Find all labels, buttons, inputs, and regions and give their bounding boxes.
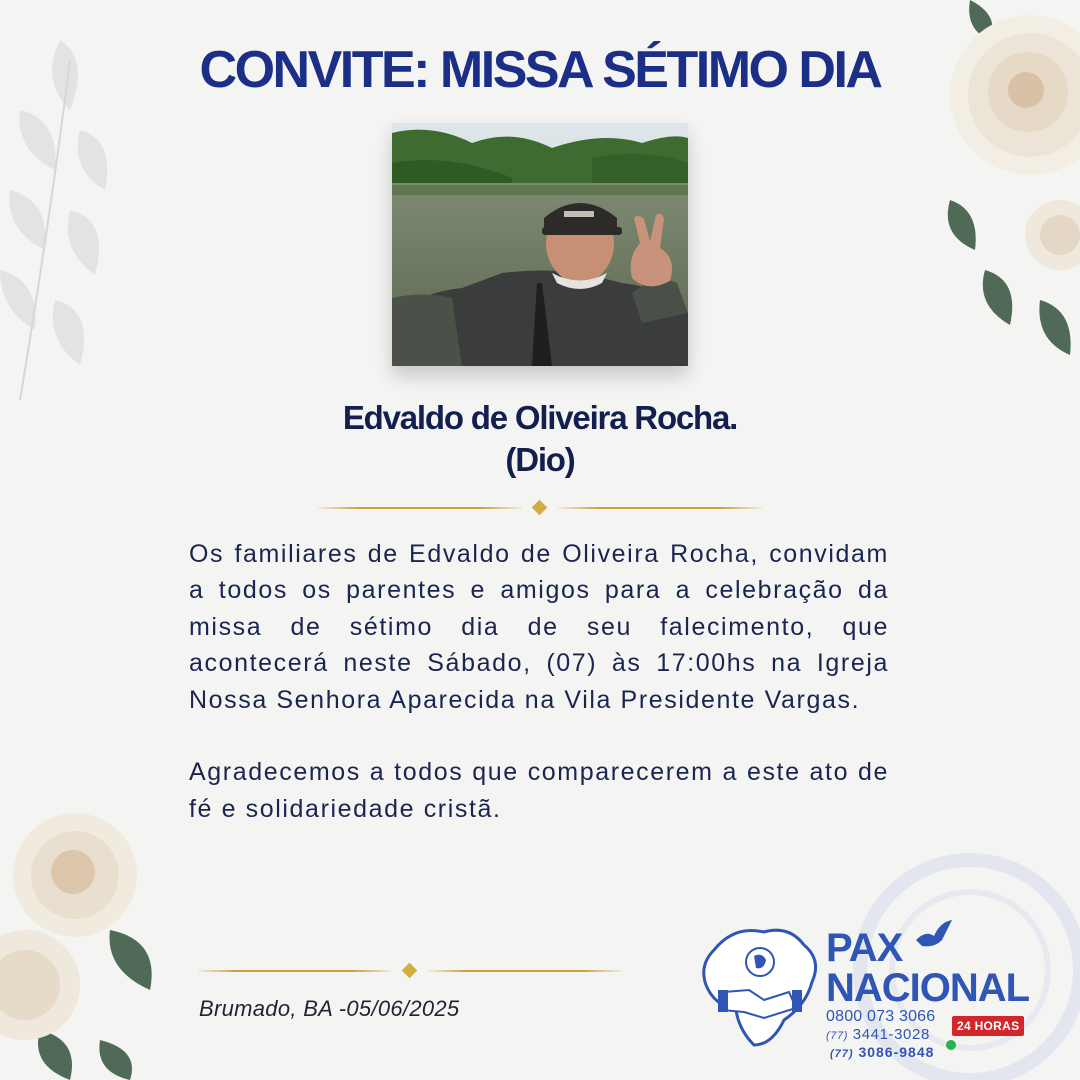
phone-area-code: (77) (830, 1048, 854, 1060)
brazil-map-icon (694, 920, 824, 1050)
phone-area-code: (77) (826, 1030, 848, 1042)
place-and-date: Brumado, BA -05/06/2025 (199, 996, 460, 1021)
diamond-icon (532, 500, 548, 516)
pax-nacional-logo (694, 920, 1044, 1070)
portrait-photo (392, 123, 688, 366)
brand-line2: NACIONAL (826, 966, 1030, 1010)
brand-name (826, 928, 1029, 1008)
roses-decoration-icon (0, 810, 180, 1080)
invitation-body (189, 536, 889, 827)
page-title: CONVITE: MISSA SÉTIMO DIA (199, 41, 881, 99)
thanks-paragraph: Agradecemos a todos que comparecerem a este ato de fé e solidariedade cristã. (189, 758, 889, 823)
gold-divider (198, 964, 622, 978)
gold-divider (318, 501, 762, 515)
phone-tollfree: 0800 073 3066 (826, 1008, 936, 1025)
24h-badge: 24 HORAS (952, 1016, 1024, 1036)
divider-line (198, 970, 392, 972)
phone-landline (826, 1026, 930, 1043)
divider-line (428, 970, 622, 972)
phone-whatsapp (830, 1044, 934, 1060)
whatsapp-icon (946, 1040, 956, 1050)
phone-number: 3086-9848 (858, 1044, 935, 1060)
diamond-icon (402, 963, 418, 979)
nickname: (Dio) (505, 441, 575, 478)
phone-number: 3441-3028 (852, 1026, 930, 1043)
deceased-name (0, 397, 1080, 481)
invitation-paragraph: Os familiares de Edvaldo de Oliveira Rocha, convidam a todos os parentes e amigos para a celebração da missa de sétimo dia de seu falecimento, que acontecerá neste Sábado, (07) às 17:00hs na Igreja Nossa Senhora Aparecida na Vila Presidente Vargas. (189, 540, 889, 714)
divider-line (318, 507, 522, 509)
brand-line1: PAX (826, 926, 903, 970)
full-name: Edvaldo de Oliveira Rocha. (342, 399, 738, 436)
divider-line (558, 507, 762, 509)
